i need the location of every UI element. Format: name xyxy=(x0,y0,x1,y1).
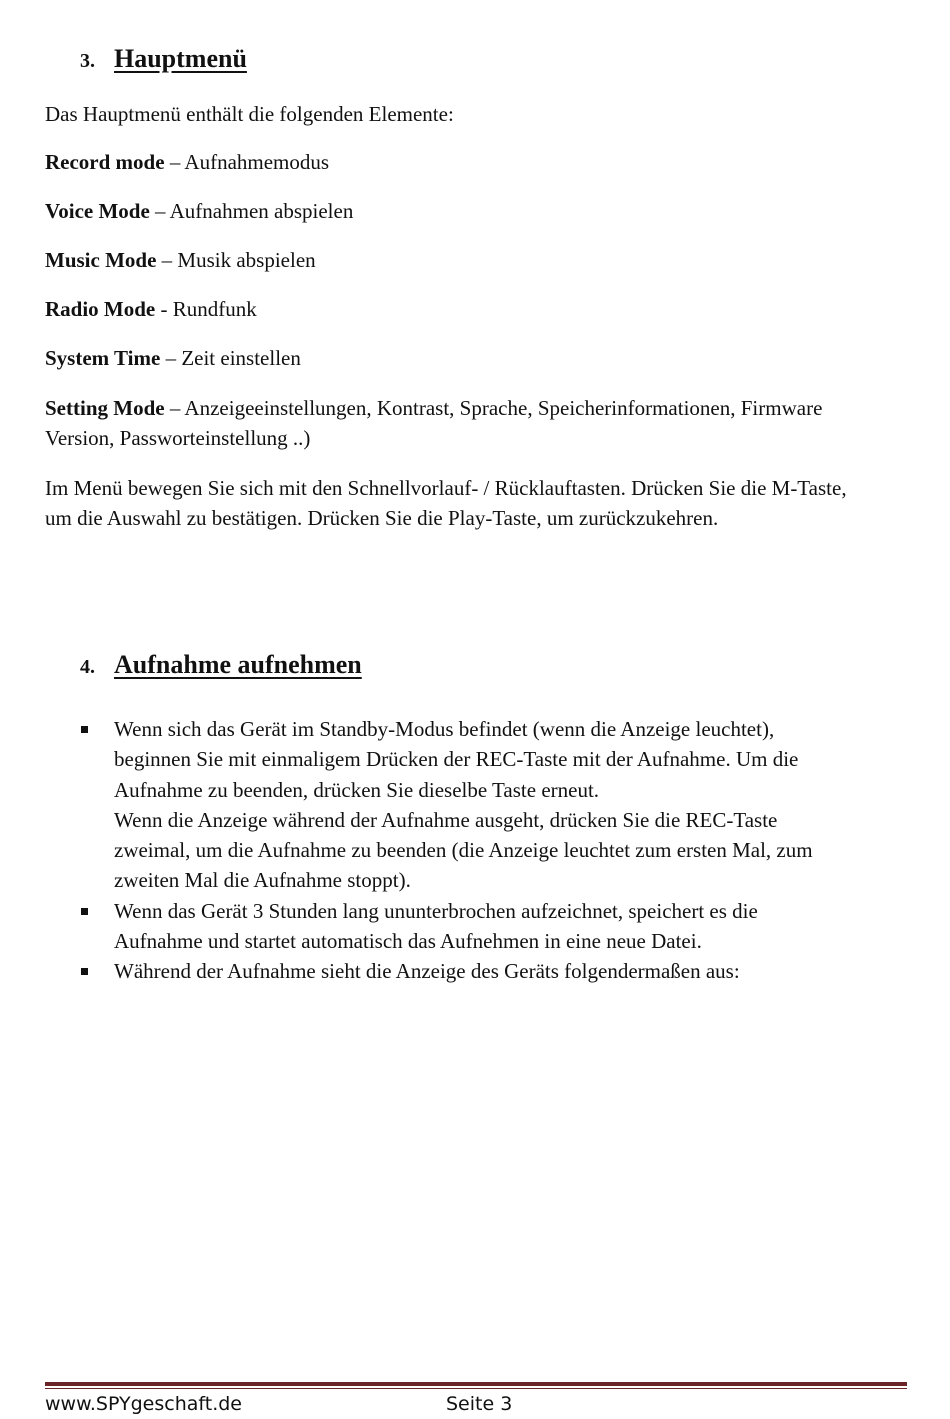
menu-item-description: Rundfunk xyxy=(172,297,257,321)
section-4-number: 4. xyxy=(80,656,95,678)
menu-item-description: Zeit einstellen xyxy=(181,346,301,370)
menu-item-setting-mode xyxy=(45,393,895,453)
list-item xyxy=(80,956,880,986)
list-item-line: Wenn sich das Gerät im Standby-Modus befindet (wenn die Anzeige leuchtet), xyxy=(114,717,775,741)
menu-item-separator: – xyxy=(156,248,178,272)
list-item-line: Aufnahme zu beenden, drücken Sie dieselbe Taste erneut. xyxy=(114,777,600,802)
menu-item-term: Setting Mode xyxy=(45,396,165,420)
list-item xyxy=(80,714,880,896)
list-item-line: Während der Aufnahme sieht die Anzeige des Geräts folgendermaßen aus: xyxy=(114,959,740,984)
section-3-intro: Das Hauptmenü enthält die folgenden Elemente: xyxy=(45,102,454,126)
bullet-square-icon xyxy=(81,908,88,915)
menu-item-separator: – xyxy=(164,150,185,174)
section-4-title: Aufnahme aufnehmen xyxy=(114,650,362,679)
menu-item-separator: - xyxy=(155,297,173,321)
menu-item-separator: – xyxy=(164,396,185,420)
menu-item-separator: – xyxy=(160,346,182,370)
menu-item-record-mode xyxy=(45,147,905,177)
list-item xyxy=(80,896,880,957)
list-item-line: beginnen Sie mit einmaligem Drücken der REC-Taste mit der Aufnahme. Um die xyxy=(114,747,799,772)
menu-item-description: Aufnahmen abspielen xyxy=(169,199,354,223)
menu-item-description: Aufnahmemodus xyxy=(184,150,330,174)
list-item-line: Wenn die Anzeige während der Aufnahme ausgeht, drücken Sie die REC-Taste xyxy=(114,807,778,832)
list-item-line: zweimal, um die Aufnahme zu beenden (die Anzeige leuchtet zum ersten Mal, zum xyxy=(114,838,813,863)
list-item-line: zweiten Mal die Aufnahme stoppt). xyxy=(114,868,411,893)
bullet-square-icon xyxy=(81,968,88,975)
menu-item-system-time xyxy=(45,343,905,373)
menu-item-term: Music Mode xyxy=(45,248,157,272)
navigation-paragraph: Im Menü bewegen Sie sich mit den Schnellvorlauf- / Rücklauftasten. Drücken Sie die M-Taste, um die Auswahl zu bestätigen. Drücken Sie die Play-Taste, um zurückzukehren. xyxy=(45,476,847,530)
section-3-heading xyxy=(80,44,247,74)
list-item-line: Wenn das Gerät 3 Stunden lang ununterbrochen aufzeichnet, speichert es die xyxy=(114,898,758,923)
recording-bullet-list xyxy=(80,714,880,987)
menu-item-description: Musik abspielen xyxy=(177,248,316,272)
section-4-heading xyxy=(80,650,362,680)
footer-divider-thin xyxy=(45,1388,907,1389)
menu-item-voice-mode xyxy=(45,196,905,226)
menu-item-term: System Time xyxy=(45,346,161,370)
list-item-line: Aufnahme und startet automatisch das Aufnehmen in eine neue Datei. xyxy=(114,929,702,954)
menu-item-separator: – xyxy=(149,199,170,223)
menu-item-term: Record mode xyxy=(45,150,165,174)
menu-item-term: Radio Mode xyxy=(45,297,156,321)
section-3-number: 3. xyxy=(80,50,95,72)
footer-website: www.SPYgeschaft.de xyxy=(45,1393,242,1415)
menu-item-radio-mode xyxy=(45,294,905,324)
menu-item-music-mode xyxy=(45,245,905,275)
footer-page-number: Seite 3 xyxy=(446,1393,513,1415)
footer-divider xyxy=(45,1382,907,1386)
bullet-square-icon xyxy=(81,726,88,733)
menu-item-description: Anzeigeeinstellungen, Kontrast, Sprache, Speicherinformationen, Firmware Version, Passworteinstellung ..) xyxy=(45,396,823,450)
section-3-title: Hauptmenü xyxy=(114,44,247,73)
menu-item-term: Voice Mode xyxy=(45,199,150,223)
